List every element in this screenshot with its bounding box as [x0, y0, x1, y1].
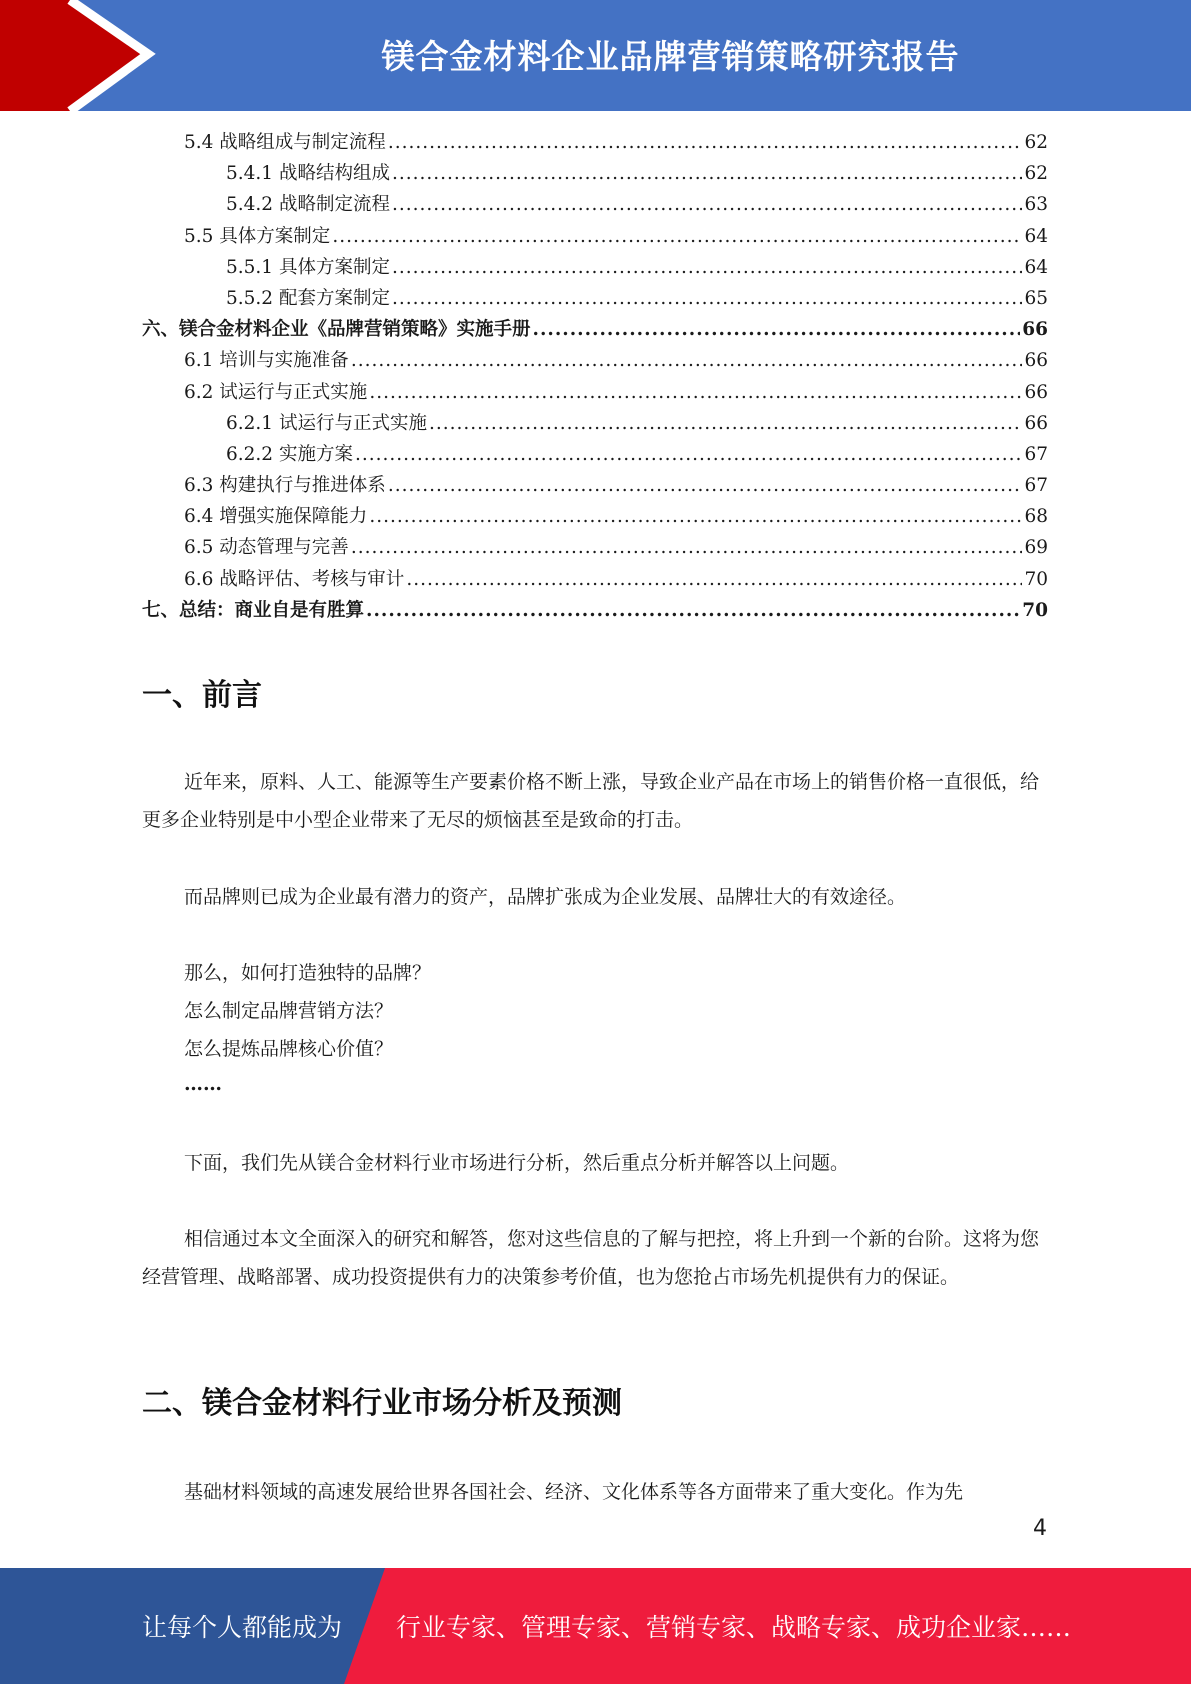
toc-leader-dots — [392, 163, 1022, 184]
toc-leader-dots — [406, 569, 1022, 590]
toc-entry[interactable] — [142, 315, 1048, 346]
toc-entry-label: 6.2 试运行与正式实施 — [184, 381, 368, 403]
toc-entry[interactable] — [142, 284, 1048, 315]
toc-entry-page: 66 — [1024, 350, 1048, 372]
toc-entry-label: 6.2.2 实施方案 — [226, 443, 353, 465]
toc-entry-page: 63 — [1024, 194, 1048, 216]
toc-entry-label: 5.4 战略组成与制定流程 — [184, 132, 386, 153]
toc-leader-dots — [429, 413, 1022, 434]
footer-slogan-left: 让每个人都能成为 — [142, 1613, 343, 1642]
ellipsis: …… — [184, 1073, 222, 1095]
page-header — [0, 0, 1191, 111]
toc-leader-dots — [388, 475, 1023, 496]
toc-entry-label: 6.5 动态管理与完善 — [184, 537, 349, 559]
toc-entry[interactable] — [142, 378, 1048, 409]
toc-leader-dots — [392, 288, 1022, 309]
toc-entry-label: 6.3 构建执行与推进体系 — [184, 475, 386, 497]
table-of-contents — [142, 128, 1048, 627]
toc-entry-page: 66 — [1024, 412, 1048, 434]
toc-entry-label: 七、总结：商业自是有胜算 — [142, 599, 365, 621]
toc-entry-label: 6.1 培训与实施准备 — [184, 350, 349, 372]
toc-entry-label: 5.4.2 战略制定流程 — [226, 194, 390, 216]
toc-entry-page: 62 — [1024, 163, 1048, 185]
toc-entry-page: 66 — [1022, 319, 1048, 341]
toc-entry-label: 6.4 增强实施保障能力 — [184, 506, 368, 528]
section-heading-preface: 一、前言 — [142, 678, 262, 713]
toc-entry-label: 5.5 具体方案制定 — [184, 225, 331, 247]
toc-entry[interactable] — [142, 409, 1048, 440]
paragraph: 下面，我们先从镁合金材料行业市场进行分析，然后重点分析并解答以上问题。 — [184, 1152, 850, 1174]
toc-entry-page: 70 — [1022, 599, 1048, 621]
page-footer — [0, 1568, 1191, 1684]
toc-entry[interactable] — [142, 440, 1048, 471]
toc-leader-dots — [533, 319, 1021, 340]
paragraph: 而品牌则已成为企业最有潜力的资产，品牌扩张成为企业发展、品牌壮大的有效途径。 — [184, 886, 907, 908]
toc-entry[interactable] — [142, 565, 1048, 596]
toc-entry[interactable] — [142, 471, 1048, 502]
toc-leader-dots — [351, 350, 1023, 371]
toc-leader-dots — [355, 444, 1023, 465]
header-arrow-decoration — [0, 0, 160, 111]
toc-entry-page: 68 — [1024, 506, 1048, 528]
report-title: 镁合金材料企业品牌营销策略研究报告 — [381, 36, 960, 76]
toc-entry-label: 5.4.1 战略结构组成 — [226, 163, 390, 185]
toc-entry-label: 6.2.1 试运行与正式实施 — [226, 412, 427, 434]
paragraph: 相信通过本文全面深入的研究和解答，您对这些信息的了解与把控，将上升到一个新的台阶。这将为您经营管理、战略部署、成功投资提供有力的决策参考价值，也为您抢占市场先机提供有力的保证。 — [142, 1228, 1040, 1288]
toc-entry-page: 64 — [1024, 225, 1048, 247]
toc-entry-page: 62 — [1024, 132, 1048, 153]
toc-leader-dots — [392, 194, 1022, 215]
page-number: 4 — [1033, 1516, 1047, 1541]
question-line: 怎么提炼品牌核心价值？ — [184, 1038, 394, 1060]
toc-entry-label: 六、镁合金材料企业《品牌营销策略》实施手册 — [142, 319, 531, 341]
toc-leader-dots — [392, 257, 1022, 278]
question-line: 那么，如何打造独特的品牌？ — [184, 962, 432, 984]
toc-entry-label: 6.6 战略评估、考核与审计 — [184, 568, 405, 590]
toc-leader-dots — [369, 506, 1022, 527]
toc-leader-dots — [351, 537, 1023, 558]
toc-entry[interactable] — [142, 346, 1048, 377]
toc-entry[interactable] — [142, 222, 1048, 253]
toc-entry-label: 5.5.1 具体方案制定 — [226, 256, 390, 278]
toc-leader-dots — [388, 132, 1023, 153]
question-line: 怎么制定品牌营销方法？ — [184, 1000, 394, 1022]
paragraph: 近年来，原料、人工、能源等生产要素价格不断上涨，导致企业产品在市场上的销售价格一直很低，给更多企业特别是中小型企业带来了无尽的烦恼甚至是致命的打击。 — [142, 771, 1040, 831]
toc-entry-page: 69 — [1024, 537, 1048, 559]
toc-entry[interactable] — [142, 596, 1048, 627]
toc-leader-dots — [366, 600, 1020, 621]
paragraph: 基础材料领域的高速发展给世界各国社会、经济、文化体系等各方面带来了重大变化。作为先 — [184, 1481, 964, 1503]
toc-leader-dots — [332, 226, 1022, 247]
toc-entry[interactable] — [142, 128, 1048, 159]
toc-entry[interactable] — [142, 533, 1048, 564]
toc-entry-page: 65 — [1024, 287, 1048, 309]
section-heading-market-analysis: 二、镁合金材料行业市场分析及预测 — [142, 1386, 622, 1421]
toc-entry-page: 67 — [1024, 443, 1048, 465]
toc-entry[interactable] — [142, 502, 1048, 533]
toc-entry[interactable] — [142, 159, 1048, 190]
toc-entry-page: 67 — [1024, 475, 1048, 497]
toc-entry-label: 5.5.2 配套方案制定 — [226, 287, 390, 309]
toc-leader-dots — [369, 382, 1022, 403]
toc-entry[interactable] — [142, 253, 1048, 284]
toc-entry-page: 70 — [1024, 568, 1048, 590]
toc-entry-page: 64 — [1024, 256, 1048, 278]
toc-entry[interactable] — [142, 190, 1048, 221]
footer-slogan-right: 行业专家、管理专家、营销专家、战略专家、成功企业家…… — [396, 1613, 1072, 1642]
toc-entry-page: 66 — [1024, 381, 1048, 403]
